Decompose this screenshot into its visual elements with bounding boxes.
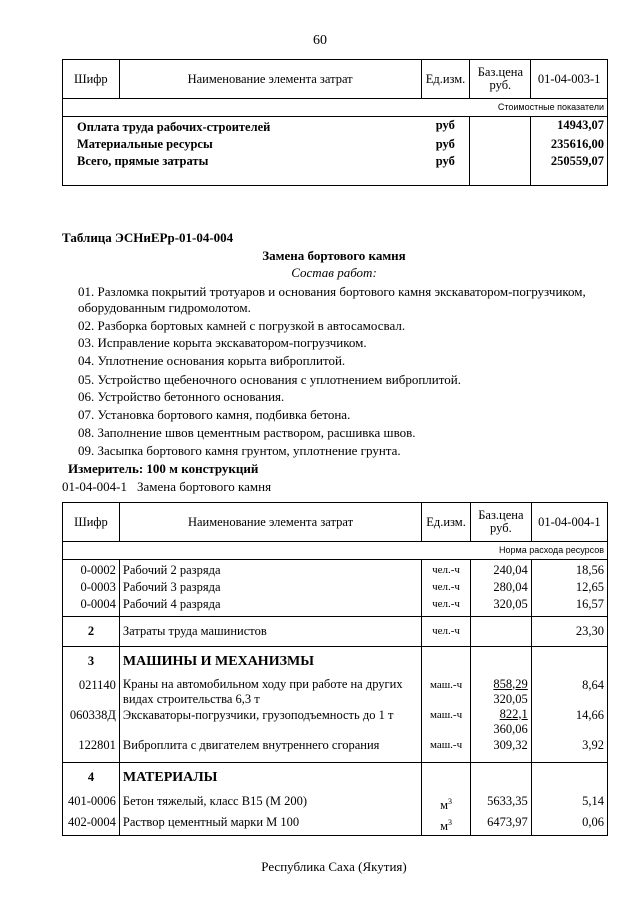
col-unit-header: Ед.изм. bbox=[422, 503, 471, 542]
work-item: 02. Разборка бортовых камней с погрузкой в автосамосвал. bbox=[78, 318, 406, 333]
work-item: 01. Разломка покрытий тротуаров и основания бортового камня экскаватором-погрузчиком, bbox=[78, 284, 586, 299]
resource-table bbox=[62, 502, 608, 836]
table-title: Таблица ЭСНиЕРр-01-04-004 bbox=[62, 230, 234, 245]
table-row: 0-0003 Рабочий 3 разряда чел.-ч 280,04 12,65 bbox=[63, 579, 608, 596]
measure: Измеритель: 100 м конструкций bbox=[68, 461, 259, 476]
section-title: Замена бортового камня bbox=[262, 248, 406, 263]
footer: Республика Саха (Якутия) bbox=[261, 859, 407, 874]
table-header bbox=[63, 60, 608, 99]
page-number: 60 bbox=[313, 33, 327, 48]
table-row: 2 Затраты труда машинистов чел.-ч 23,30 bbox=[63, 617, 608, 647]
table-row: 122801 Виброплита с двигателем внутреннего сгорания маш.-ч 309,32 3,92 bbox=[63, 737, 608, 763]
work-item: 09. Засыпка бортового камня грунтом, уплотнение грунта. bbox=[78, 443, 401, 458]
col-name-header: Наименование элемента затрат bbox=[119, 503, 421, 542]
work-item: 06. Устройство бетонного основания. bbox=[78, 389, 285, 404]
col-unit-header: Ед.изм. bbox=[421, 60, 470, 99]
item-name: Замена бортового камня bbox=[137, 479, 272, 494]
section-row: 3 МАШИНЫ И МЕХАНИЗМЫ bbox=[63, 647, 608, 677]
table-row: 0-0004 Рабочий 4 разряда чел.-ч 320,05 16,57 bbox=[63, 596, 608, 617]
col-code-header: Шифр bbox=[63, 503, 120, 542]
work-item: 05. Устройство щебеночного основания с уплотнением виброплитой. bbox=[78, 372, 461, 387]
work-item: 07. Установка бортового камня, подбивка бетона. bbox=[78, 407, 351, 422]
work-item: оборудованным гидромолотом. bbox=[78, 300, 251, 315]
table-row: 0-0002 Рабочий 2 разряда чел.-ч 240,04 18,56 bbox=[63, 560, 608, 579]
col-code-value-header: 01-04-004-1 bbox=[531, 503, 607, 542]
table-row: 402-0004 Раствор цементный марки М 100 $м^3$ 6473,97 0,06 bbox=[63, 814, 608, 836]
col-code-header: Шифр bbox=[63, 60, 120, 99]
section-row: 4 МАТЕРИАЛЫ bbox=[63, 763, 608, 793]
table-row: Оплата труда рабочих-строителей руб 14943,07 bbox=[63, 117, 608, 136]
table-row: 401-0006 Бетон тяжелый, класс В15 (М 200) $м^3$ 5633,35 5,14 bbox=[63, 793, 608, 814]
col-code-value-header: 01-04-003-1 bbox=[531, 60, 608, 99]
col-price-header: Баз.цена руб. bbox=[470, 60, 531, 99]
table-header bbox=[63, 503, 608, 542]
works-title: Состав работ: bbox=[291, 265, 377, 280]
table-row: 060338Д Экскаваторы-погрузчики, грузоподъемность до 1 т маш.-ч 822,1 360,06 14,66 bbox=[63, 707, 608, 737]
col-name-header: Наименование элемента затрат bbox=[119, 60, 421, 99]
work-item: 08. Заполнение швов цементным раствором, расшивка швов. bbox=[78, 425, 416, 440]
table-row: Всего, прямые затраты руб 250559,07 bbox=[63, 153, 608, 170]
table-row: Материальные ресурсы руб 235616,00 bbox=[63, 136, 608, 153]
subheader: Стоимостные показатели bbox=[63, 99, 608, 117]
col-price-header: Баз.цена руб. bbox=[470, 503, 531, 542]
work-item: 03. Исправление корыта экскаватором-погрузчиком. bbox=[78, 335, 367, 350]
subheader: Норма расхода ресурсов bbox=[63, 542, 608, 560]
work-item: 04. Уплотнение основания корыта виброплитой. bbox=[78, 353, 346, 368]
table-row: 021140 Краны на автомобильном ходу при работе на других видах строительства 6,3 т маш.-ч 858,29 320,05 8,64 bbox=[63, 677, 608, 707]
item-code: 01-04-004-1 bbox=[62, 479, 127, 494]
cost-table bbox=[62, 59, 608, 186]
